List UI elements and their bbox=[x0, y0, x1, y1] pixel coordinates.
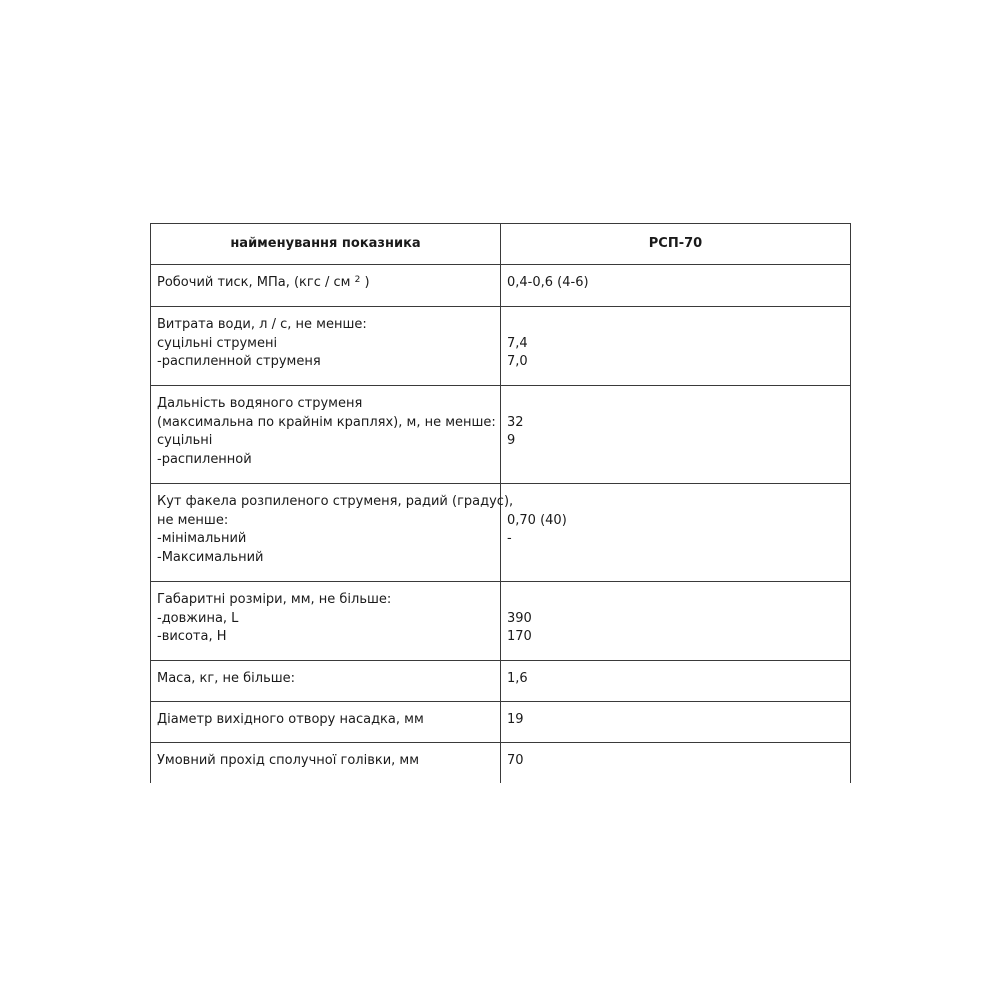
row-label bbox=[151, 582, 501, 661]
row-value bbox=[501, 484, 851, 582]
label-line: -довжина, L bbox=[157, 610, 239, 626]
label-line: не менше: bbox=[157, 512, 229, 528]
value-line: 7,4 bbox=[507, 335, 528, 351]
label-line: (максимальна по крайнім краплях), м, не менше: bbox=[157, 414, 496, 430]
row-label: Маса, кг, не більше: bbox=[151, 661, 501, 702]
table-row bbox=[151, 743, 851, 784]
table-row bbox=[151, 582, 851, 661]
value-line: 7,0 bbox=[507, 354, 528, 369]
table-row bbox=[151, 265, 851, 307]
label-line: суцільні bbox=[157, 433, 213, 448]
label-text: Робочий тиск, МПа, (кгс / см bbox=[157, 275, 355, 290]
label-line: -мінімальний bbox=[157, 531, 247, 546]
table-row bbox=[151, 484, 851, 582]
value-line: 170 bbox=[507, 629, 532, 644]
row-label bbox=[151, 484, 514, 582]
label-line: Витрата води, л / с, не менше: bbox=[157, 317, 367, 332]
row-value: 70 bbox=[501, 743, 851, 784]
value-line: 0,70 (40) bbox=[507, 512, 567, 528]
header-model: РСП-70 bbox=[501, 224, 851, 265]
row-value bbox=[501, 582, 851, 661]
table-row bbox=[151, 386, 851, 484]
value-line: 9 bbox=[507, 433, 516, 448]
row-value bbox=[501, 386, 851, 484]
value-line: 390 bbox=[507, 610, 532, 626]
row-label bbox=[151, 265, 501, 307]
value-line: 32 bbox=[507, 414, 524, 430]
header-name: найменування показника bbox=[151, 224, 501, 265]
spec-table bbox=[150, 223, 851, 783]
label-line: Габаритні розміри, мм, не більше: bbox=[157, 592, 392, 607]
superscript: 2 bbox=[354, 275, 361, 285]
row-value: 19 bbox=[501, 702, 851, 743]
value-line: - bbox=[507, 531, 512, 546]
row-label bbox=[151, 307, 501, 386]
row-label: Діаметр вихідного отвору насадка, мм bbox=[151, 702, 501, 743]
table-row bbox=[151, 661, 851, 702]
row-label bbox=[151, 386, 501, 484]
row-value bbox=[501, 307, 851, 386]
label-line: -Максимальний bbox=[157, 549, 264, 565]
label-line: -висота, H bbox=[157, 629, 227, 644]
table-row bbox=[151, 702, 851, 743]
row-label: Умовний прохід сполучної голівки, мм bbox=[151, 743, 501, 784]
row-value: 1,6 bbox=[501, 661, 851, 702]
label-tail: ) bbox=[360, 275, 370, 290]
label-line: Кут факела розпиленого струменя, радий (градус), bbox=[157, 494, 514, 509]
label-line: Дальність водяного струменя bbox=[157, 396, 363, 411]
label-line: -распиленной bbox=[157, 451, 252, 467]
table-row bbox=[151, 307, 851, 386]
table-header-row bbox=[151, 224, 851, 265]
label-line: -распиленной струменя bbox=[157, 354, 321, 369]
row-value: 0,4-0,6 (4-6) bbox=[501, 265, 851, 307]
label-line: суцільні струмені bbox=[157, 335, 278, 351]
